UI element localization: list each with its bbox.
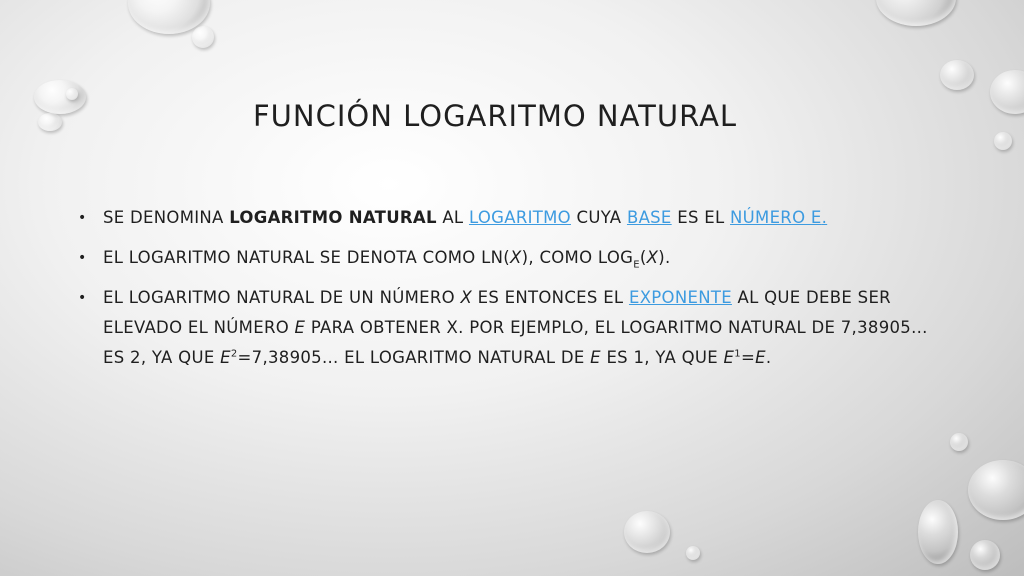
link-logaritmo[interactable]: LOGARITMO <box>468 208 571 227</box>
subscript: E <box>633 259 640 271</box>
text: EL LOGARITMO NATURAL DE UN NÚMERO <box>103 288 461 307</box>
water-drop <box>66 88 78 100</box>
text: ES 1, YA QUE <box>600 348 724 367</box>
var-e: E <box>220 348 231 367</box>
water-drop <box>34 80 86 114</box>
text: =7,38905... EL LOGARITMO NATURAL DE <box>237 348 591 367</box>
text: AL QUE DEBE SER ELEVADO EL NÚMERO <box>103 288 891 337</box>
water-drop <box>950 433 968 451</box>
water-drop <box>876 0 956 26</box>
text: CUYA <box>570 208 627 227</box>
water-drop <box>624 511 670 553</box>
text: AL <box>436 208 469 227</box>
bullet-item <box>78 203 928 233</box>
var-e: E <box>590 348 601 367</box>
text: SE DENOMINA <box>103 208 230 227</box>
text: PARA OBTENER X. POR EJEMPLO, EL LOGARITMO NATURAL DE 7,38905... ES 2, YA QUE <box>103 318 928 367</box>
superscript: 2 <box>230 348 238 360</box>
var-x: X <box>510 248 522 267</box>
link-exponente[interactable]: EXPONENTE <box>628 288 732 307</box>
text: EL LOGARITMO NATURAL SE DENOTA COMO LN( <box>103 248 511 267</box>
water-drop <box>990 70 1024 114</box>
var-e: E <box>294 318 306 337</box>
link-base[interactable]: BASE <box>626 208 672 227</box>
text: ES EL <box>671 208 731 227</box>
water-drop <box>994 132 1012 150</box>
bullet-item <box>78 283 928 373</box>
water-drop <box>918 500 958 564</box>
water-drop <box>192 26 214 48</box>
water-drop <box>38 113 62 131</box>
bullet-item <box>78 243 928 273</box>
superscript: 1 <box>734 348 741 360</box>
bullet-dot: • <box>78 250 87 266</box>
bullet-dot: • <box>78 290 87 306</box>
bullet-dot: • <box>78 210 87 226</box>
water-drop <box>686 546 700 560</box>
text: ), COMO LOG <box>521 248 634 267</box>
link-numero-e[interactable]: NÚMERO E <box>730 208 822 227</box>
var-e: E <box>723 348 735 367</box>
slide-title: FUNCIÓN LOGARITMO NATURAL <box>253 99 738 133</box>
var-x: X <box>460 288 473 307</box>
water-drop <box>970 540 1000 570</box>
bullet-list <box>78 203 928 383</box>
text: ( <box>639 248 647 267</box>
water-drop <box>968 460 1024 520</box>
text: = <box>740 348 756 367</box>
bold-term: LOGARITMO NATURAL <box>229 208 437 227</box>
text: ). <box>658 248 671 267</box>
text: . <box>765 348 772 367</box>
var-x: X <box>646 248 659 267</box>
var-e: E <box>755 348 766 367</box>
water-drop <box>940 60 974 90</box>
text: ES ENTONCES EL <box>472 288 629 307</box>
text: . <box>821 208 828 227</box>
